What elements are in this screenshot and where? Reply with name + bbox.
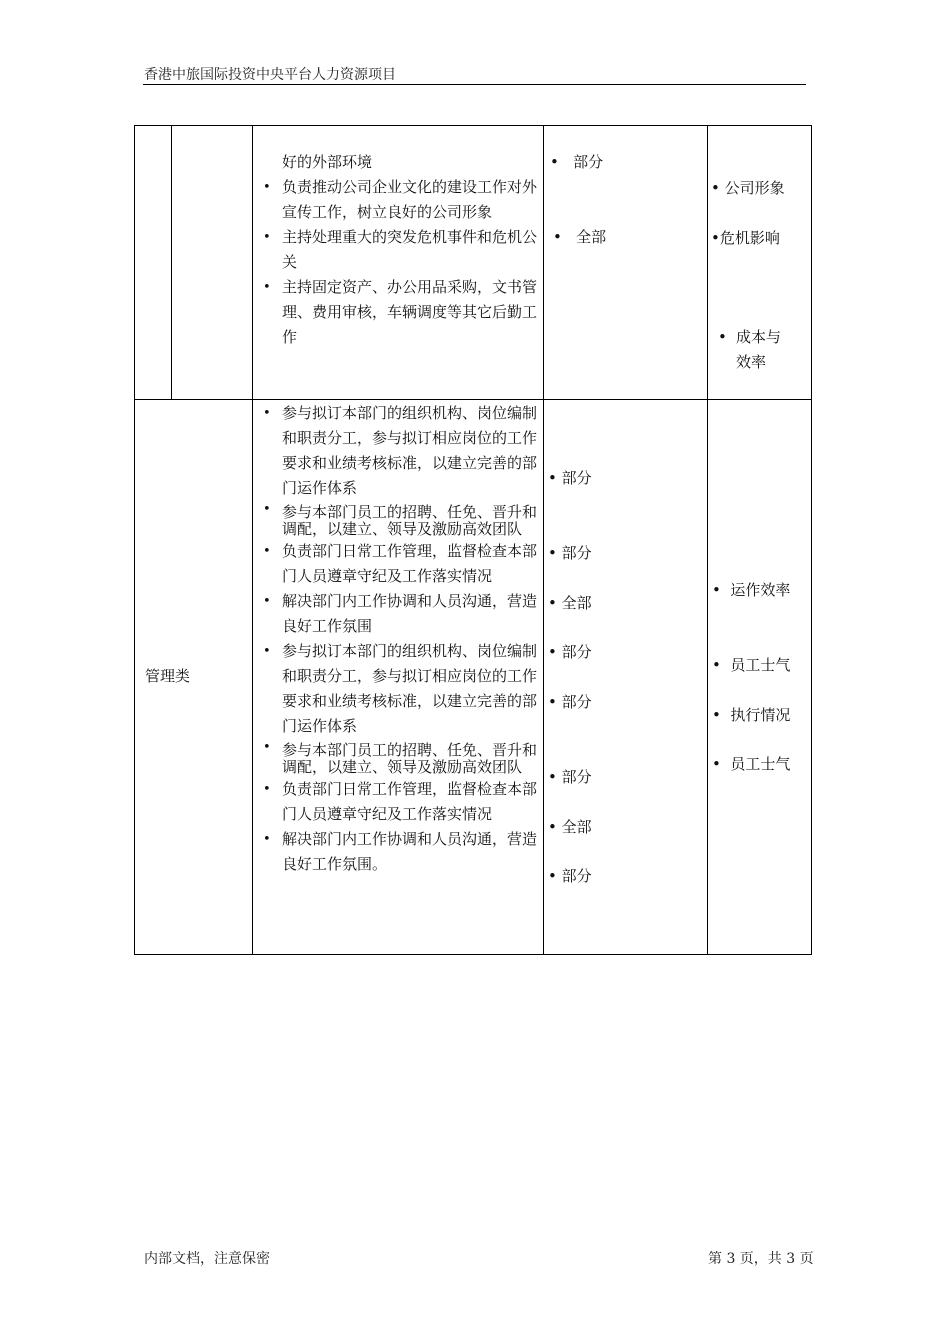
responsibility-table-continued <box>134 125 812 400</box>
authority-label: 部分 <box>573 153 604 171</box>
authority-label: 部分 <box>561 768 592 786</box>
authority-cell <box>544 400 708 955</box>
responsibility-item: 好的外部环境 <box>282 153 373 171</box>
category-label: 管理类 <box>145 667 191 685</box>
responsibility-item: • 主持处理重大的突发危机事件和危机公关 <box>253 225 543 275</box>
indicator-label: 员工士气 <box>730 656 791 674</box>
authority-label: 部分 <box>561 544 592 562</box>
indicator-label: 公司形象 <box>724 179 785 197</box>
authority-mark: • 全部 <box>548 594 592 612</box>
responsibility-item: • 参与拟订本部门的组织机构、岗位编制和职责分工，参与拟订相应岗位的工作要求和业绩考核标准，以建立完善的部门运作体系 <box>253 639 543 739</box>
indicator-mark: • 执行情况 <box>712 706 791 724</box>
indicator-mark: • 成本与效率 <box>718 325 788 375</box>
responsibility-item: • 参与本部门员工的招聘、任免、晋升和调配，以建立、领导及激励高效团队 <box>253 501 543 539</box>
authority-label: 部分 <box>561 867 592 885</box>
category-cell <box>135 400 253 955</box>
indicator-label: 员工士气 <box>730 755 791 773</box>
responsibility-item: • 解决部门内工作协调和人员沟通，营造良好工作氛围。 <box>253 827 543 877</box>
responsibility-item: • 参与拟订本部门的组织机构、岗位编制和职责分工，参与拟订相应岗位的工作要求和业绩考核标准，以建立完善的部门运作体系 <box>253 401 543 501</box>
indicator-label: 危机影响 <box>719 229 780 247</box>
indicators-cell <box>708 400 812 955</box>
responsibility-item: • 主持固定资产、办公用品采购，文书管理、费用审核，车辆调度等其它后勤工作 <box>253 275 543 350</box>
authority-label: 部分 <box>561 643 592 661</box>
authority-mark: • 部分 <box>548 693 592 711</box>
indicator-label: 运作效率 <box>730 581 791 599</box>
authority-mark: • 部分 <box>548 544 592 562</box>
cell-empty-a <box>135 126 172 400</box>
authority-label: 全部 <box>576 228 607 246</box>
authority-mark: • 部分 <box>550 153 604 171</box>
responsibilities-cell <box>253 126 544 400</box>
indicator-mark: • 运作效率 <box>712 581 791 599</box>
responsibility-item: • 负责推动公司企业文化的建设工作对外宣传工作，树立良好的公司形象 <box>253 175 543 225</box>
indicator-label: 成本与效率 <box>736 328 782 371</box>
responsibility-item: • 参与本部门员工的招聘、任免、晋升和调配，以建立、领导及激励高效团队 <box>253 739 543 777</box>
cell-empty-b <box>172 126 253 400</box>
indicator-mark: • 员工士气 <box>712 656 791 674</box>
authority-mark: • 全部 <box>553 228 607 246</box>
responsibility-item: • 负责部门日常工作管理，监督检查本部门人员遵章守纪及工作落实情况 <box>253 539 543 589</box>
authority-label: 全部 <box>561 594 592 612</box>
responsibility-item: • 负责部门日常工作管理，监督检查本部门人员遵章守纪及工作落实情况 <box>253 777 543 827</box>
authority-label: 部分 <box>561 693 592 711</box>
authority-mark: • 部分 <box>548 469 592 487</box>
indicators-cell <box>708 126 812 400</box>
authority-label: 全部 <box>561 818 592 836</box>
indicator-label: 执行情况 <box>730 706 791 724</box>
authority-mark: • 部分 <box>548 768 592 786</box>
indicator-mark: •危机影响 <box>711 229 780 247</box>
authority-mark: • 全部 <box>548 818 592 836</box>
footer-confidential: 内部文档，注意保密 <box>144 1251 270 1267</box>
responsibility-table-management <box>134 399 812 955</box>
header-title: 香港中旅国际投资中央平台人力资源项目 <box>144 67 396 83</box>
indicator-mark: • 员工士气 <box>712 755 791 773</box>
footer-page-number: 第 3 页，共 3 页 <box>708 1251 814 1267</box>
authority-label: 部分 <box>561 469 592 487</box>
responsibilities-cell <box>253 400 544 955</box>
authority-mark: • 部分 <box>548 643 592 661</box>
authority-cell <box>544 126 708 400</box>
authority-mark: • 部分 <box>548 867 592 885</box>
indicator-mark: • 公司形象 <box>711 179 785 197</box>
header-rule <box>143 84 806 85</box>
responsibility-item: • 解决部门内工作协调和人员沟通，营造良好工作氛围 <box>253 589 543 639</box>
